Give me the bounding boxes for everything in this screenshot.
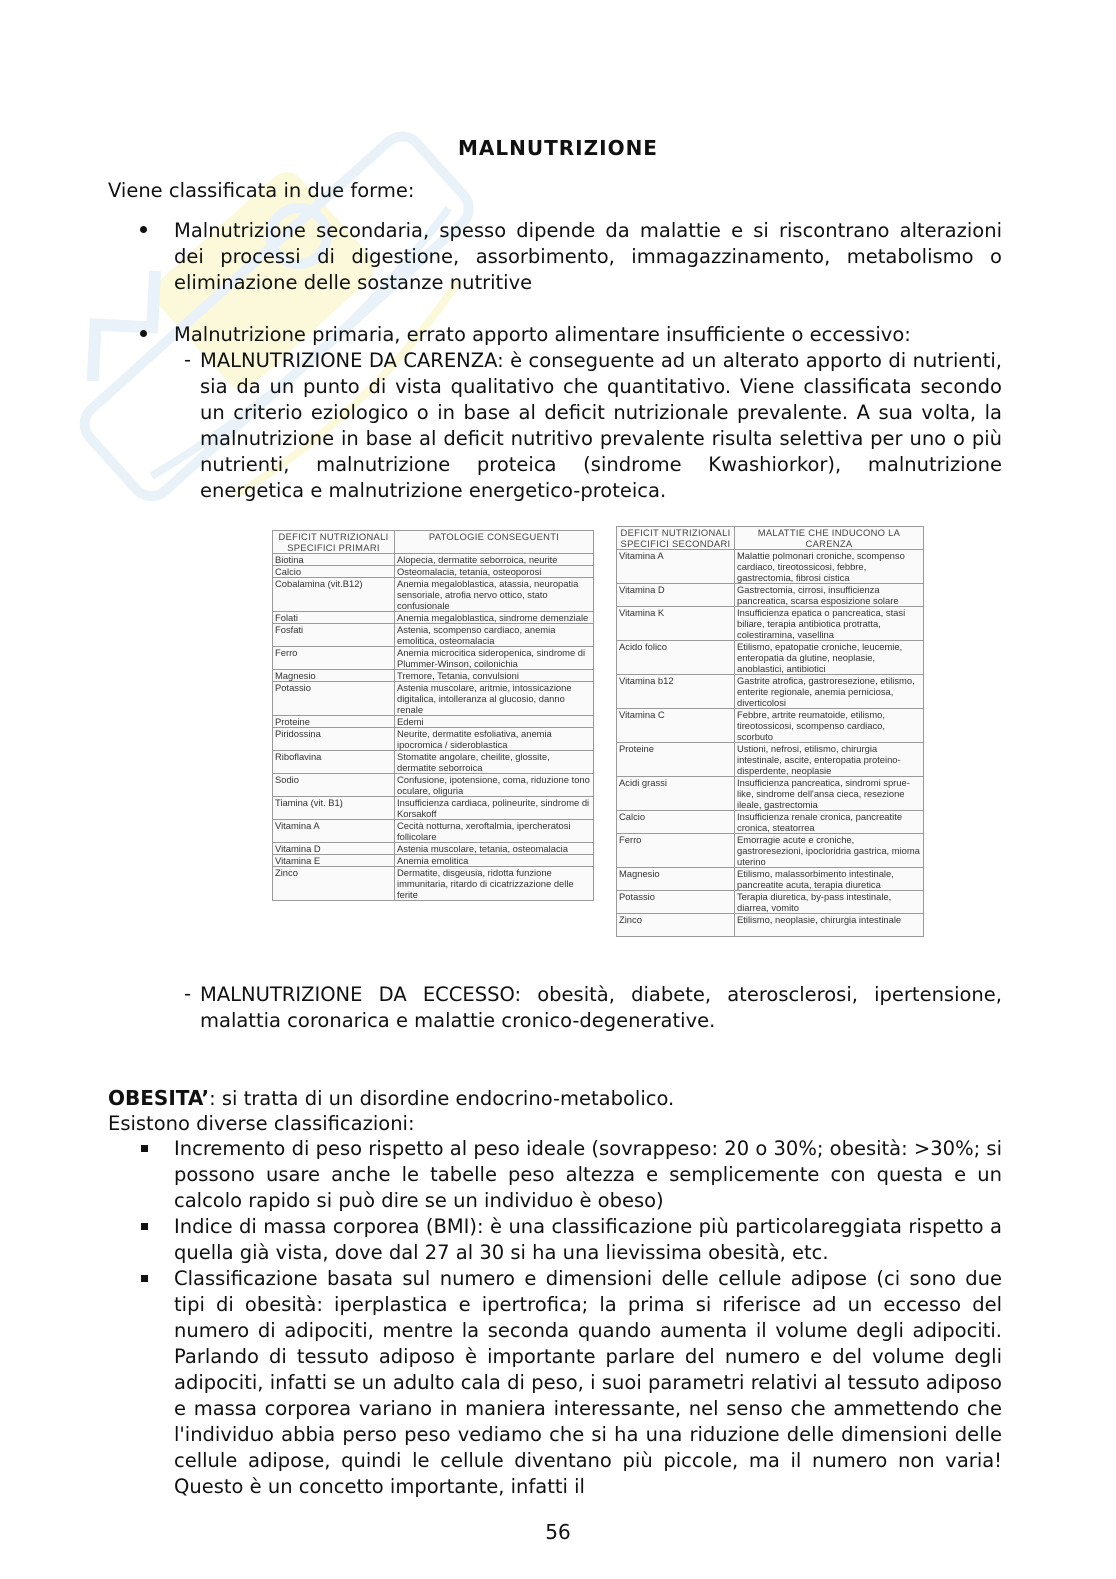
deficit-cell: Magnesio: [273, 670, 395, 682]
deficit-cell: Vitamina E: [273, 855, 395, 867]
table-row: [273, 855, 594, 867]
pathology-cell: Insufficienza renale cronica, pancreatite cronica, steatorrea: [735, 811, 924, 834]
deficit-cell: Zinco: [273, 867, 395, 901]
pathology-cell: Anemia microcitica sideropenica, sindrome di Plummer-Winson, coilonichia: [395, 647, 594, 670]
deficit-cell: Proteine: [617, 743, 735, 777]
pathology-cell: Confusione, ipotensione, coma, riduzione tono oculare, oliguria: [395, 774, 594, 797]
sub-carenza-paragraph: MALNUTRIZIONE DA CARENZA: è conseguente ad un alterato apporto di nutrienti, sia da un punto di vista qualitativo che quantitativo. Viene classificata secondo un criterio eziologico o in base al deficit nutrizionale prevalente. A sua volta, la malnutrizione in base al deficit nutritivo prevalente risulta selettiva per uno o più nutrienti, malnutrizione proteica (sindrome Kwashiorkor), malnutrizione energetica e malnutrizione energetico-proteica.: [200, 349, 1002, 502]
table-row: [273, 612, 594, 624]
table-row: [273, 682, 594, 716]
table1-header-col1: DEFICIT NUTRIZIONALI SPECIFICI PRIMARI: [273, 531, 395, 554]
table-row: [273, 843, 594, 855]
bullet-square-1: [141, 1145, 148, 1152]
deficit-cell: Riboflavina: [273, 751, 395, 774]
deficit-cell: Vitamina A: [273, 820, 395, 843]
deficit-cell: Vitamina K: [617, 607, 735, 641]
table-row: [273, 670, 594, 682]
table-row: [617, 914, 924, 937]
table-row: [273, 728, 594, 751]
table1-header-col2: PATOLOGIE CONSEGUENTI: [395, 531, 594, 554]
deficit-cell: Zinco: [617, 914, 735, 937]
table-row: [617, 675, 924, 709]
pathology-cell: Ustioni, nefrosi, etilismo, chirurgia intestinale, ascite, enteropatia proteino-disperdente, neoplasie: [735, 743, 924, 777]
table1-body: [273, 554, 594, 901]
table-row: [617, 777, 924, 811]
pathology-cell: Febbre, artrite reumatoide, etilismo, tireotossicosi, scompenso cardiaco, scorbuto: [735, 709, 924, 743]
deficit-cell: Biotina: [273, 554, 395, 566]
table2-header-col1: DEFICIT NUTRIZIONALI SPECIFICI SECONDARI: [617, 527, 735, 550]
pathology-cell: Cecità notturna, xeroftalmia, ipercheratosi follicolare: [395, 820, 594, 843]
pathology-cell: Dermatite, disgeusia, ridotta funzione immunitaria, ritardo di cicatrizzazione delle ferite: [395, 867, 594, 901]
pathology-cell: Osteomalacia, tetania, osteoporosi: [395, 566, 594, 578]
table2-body: [617, 550, 924, 937]
pathology-cell: Malattie polmonari croniche, scompenso cardiaco, tireotossicosi, febbre, gastrectomia, fibrosi cistica: [735, 550, 924, 584]
table-row: [273, 751, 594, 774]
pathology-cell: Neurite, dermatite esfoliativa, anemia ipocromica / sideroblastica: [395, 728, 594, 751]
deficit-cell: Proteine: [273, 716, 395, 728]
deficit-cell: Vitamina D: [617, 584, 735, 607]
deficit-cell: Folati: [273, 612, 395, 624]
table-row: [617, 709, 924, 743]
dash-marker-2: -: [184, 982, 192, 1005]
intro-text: Viene classificata in due forme:: [108, 179, 415, 202]
deficit-cell: Magnesio: [617, 868, 735, 891]
table-row: [617, 811, 924, 834]
pathology-cell: Etilismo, malassorbimento intestinale, pancreatite acuta, terapia diuretica: [735, 868, 924, 891]
deficit-cell: Vitamina D: [273, 843, 395, 855]
deficit-cell: Calcio: [617, 811, 735, 834]
deficit-cell: Ferro: [273, 647, 395, 670]
pathology-cell: Terapia diuretica, by-pass intestinale, diarrea, vomito: [735, 891, 924, 914]
deficit-cell: Potassio: [617, 891, 735, 914]
bullet-dot-2: [140, 330, 147, 337]
table-row: [273, 578, 594, 612]
bullet-dot-1: [140, 226, 147, 233]
deficit-cell: Potassio: [273, 682, 395, 716]
obesita-item-3: Classificazione basata sul numero e dimensioni delle cellule adipose (ci sono due tipi di obesità: iperplastica e ipertrofica; la prima si riferisce ad un eccesso del numero di adipociti, mentre la seconda quando aumenta il volume degli adipociti. Parlando di tessuto adiposo è importante parlare del numero e del volume degli adipociti, infatti se un adulto cala di peso, i suoi parametri relativi al tessuto adiposo e massa corporea variano in maniera interessante, nel senso che ammettendo che l'individuo abbia perso peso vediamo che si ha una riduzione delle dimensioni delle cellule adipose, quindi le cellule diventano più piccole, ma il numero non varia! Questo è un concetto importante, infatti il: [174, 1267, 1002, 1498]
deficit-cell: Tiamina (vit. B1): [273, 797, 395, 820]
obesita-heading-rest: : si tratta di un disordine endocrino-metabolico.: [209, 1087, 675, 1110]
sub-eccesso-paragraph: MALNUTRIZIONE DA ECCESSO: obesità, diabete, aterosclerosi, ipertensione, malattia coronarica e malattie cronico-degenerative.: [200, 983, 1002, 1032]
pathology-cell: Astenia, scompenso cardiaco, anemia emolitica, osteomalacia: [395, 624, 594, 647]
bullet-square-2: [141, 1223, 148, 1230]
deficit-cell: Cobalamina (vit.B12): [273, 578, 395, 612]
deficit-cell: Piridossina: [273, 728, 395, 751]
pathology-cell: Stomatite angolare, cheilite, glossite, dermatite seborroica: [395, 751, 594, 774]
table-row: [273, 867, 594, 901]
table-row: [273, 797, 594, 820]
pathology-cell: Astenia muscolare, tetania, osteomalacia: [395, 843, 594, 855]
table-row: [273, 566, 594, 578]
pathology-cell: Etilismo, neoplasie, chirurgia intestinale: [735, 914, 924, 937]
obesita-intro: Esistono diverse classificazioni:: [108, 1112, 415, 1135]
pathology-cell: Anemia emolitica: [395, 855, 594, 867]
table-row: [273, 647, 594, 670]
page-number: 56: [545, 1520, 571, 1544]
obesita-heading-line: [108, 1085, 674, 1112]
table-row: [617, 891, 924, 914]
pathology-cell: Etilismo, epatopatie croniche, leucemie, enteropatia da glutine, neoplasie, anoblastici, antibiotici: [735, 641, 924, 675]
table-row: [617, 584, 924, 607]
table2-header-col2: MALATTIE CHE INDUCONO LA CARENZA: [735, 527, 924, 550]
pathology-cell: Anemia megaloblastica, sindrome demenziale: [395, 612, 594, 624]
pathology-cell: Alopecia, dermatite seborroica, neurite: [395, 554, 594, 566]
table-row: [617, 641, 924, 675]
pathology-cell: Edemi: [395, 716, 594, 728]
obesita-heading: OBESITA’: [108, 1086, 210, 1110]
dash-marker-1: -: [184, 348, 192, 371]
table-secondary-deficits: [616, 526, 924, 937]
table-row: [617, 743, 924, 777]
deficit-cell: Acidi grassi: [617, 777, 735, 811]
deficit-cell: Ferro: [617, 834, 735, 868]
table-row: [617, 550, 924, 584]
pathology-cell: Tremore, Tetania, convulsioni: [395, 670, 594, 682]
table-row: [273, 820, 594, 843]
bullet-secondaria: Malnutrizione secondaria, spesso dipende da malattie e si riscontrano alterazioni dei processi di digestione, assorbimento, immagazzinamento, metabolismo o eliminazione delle sostanze nutritive: [174, 219, 1002, 294]
deficit-cell: Vitamina C: [617, 709, 735, 743]
table-row: [617, 834, 924, 868]
deficit-cell: Acido folico: [617, 641, 735, 675]
pathology-cell: Anemia megaloblastica, atassia, neuropatia sensoriale, atrofia nervo ottico, stato confusionale: [395, 578, 594, 612]
deficit-cell: Sodio: [273, 774, 395, 797]
obesita-item-2: Indice di massa corporea (BMI): è una classificazione più particolareggiata rispetto a quella già vista, dove dal 27 al 30 si ha una lievissima obesità, etc.: [174, 1215, 1002, 1264]
deficit-cell: Calcio: [273, 566, 395, 578]
page-title: MALNUTRIZIONE: [458, 136, 658, 160]
pathology-cell: Insufficienza epatica o pancreatica, stasi biliare, terapia antibiotica protratta, colestiramina, vasellina: [735, 607, 924, 641]
table-row: [273, 624, 594, 647]
pathology-cell: Gastrite atrofica, gastroresezione, etilismo, enterite regionale, anemia perniciosa, diverticolosi: [735, 675, 924, 709]
deficit-cell: Vitamina A: [617, 550, 735, 584]
pathology-cell: Gastrectomia, cirrosi, insufficienza pancreatica, scarsa esposizione solare: [735, 584, 924, 607]
pathology-cell: Emorragie acute e croniche, gastroresezioni, ipocloridria gastrica, mioma uterino: [735, 834, 924, 868]
deficit-cell: Fosfati: [273, 624, 395, 647]
deficit-cell: Vitamina b12: [617, 675, 735, 709]
table-primary-deficits: [272, 530, 594, 901]
table-row: [273, 774, 594, 797]
bullet-square-3: [141, 1275, 148, 1282]
table-row: [273, 716, 594, 728]
pathology-cell: Astenia muscolare, aritmie, intossicazione digitalica, intolleranza al glucosio, danno renale: [395, 682, 594, 716]
pathology-cell: Insufficienza cardiaca, polineurite, sindrome di Korsakoff: [395, 797, 594, 820]
pathology-cell: Insufficienza pancreatica, sindromi sprue-like, sindrome dell'ansa cieca, resezione ileale, gastrectomia: [735, 777, 924, 811]
obesita-item-1: Incremento di peso rispetto al peso ideale (sovrappeso: 20 o 30%; obesità: >30%; si possono usare anche le tabelle peso altezza e semplicemente con questa e un calcolo rapido si può dire se un individuo è obeso): [174, 1137, 1002, 1212]
table-row: [617, 607, 924, 641]
table-row: [617, 868, 924, 891]
table-row: [273, 554, 594, 566]
bullet-primaria: Malnutrizione primaria, errato apporto alimentare insufficiente o eccessivo:: [174, 323, 911, 346]
